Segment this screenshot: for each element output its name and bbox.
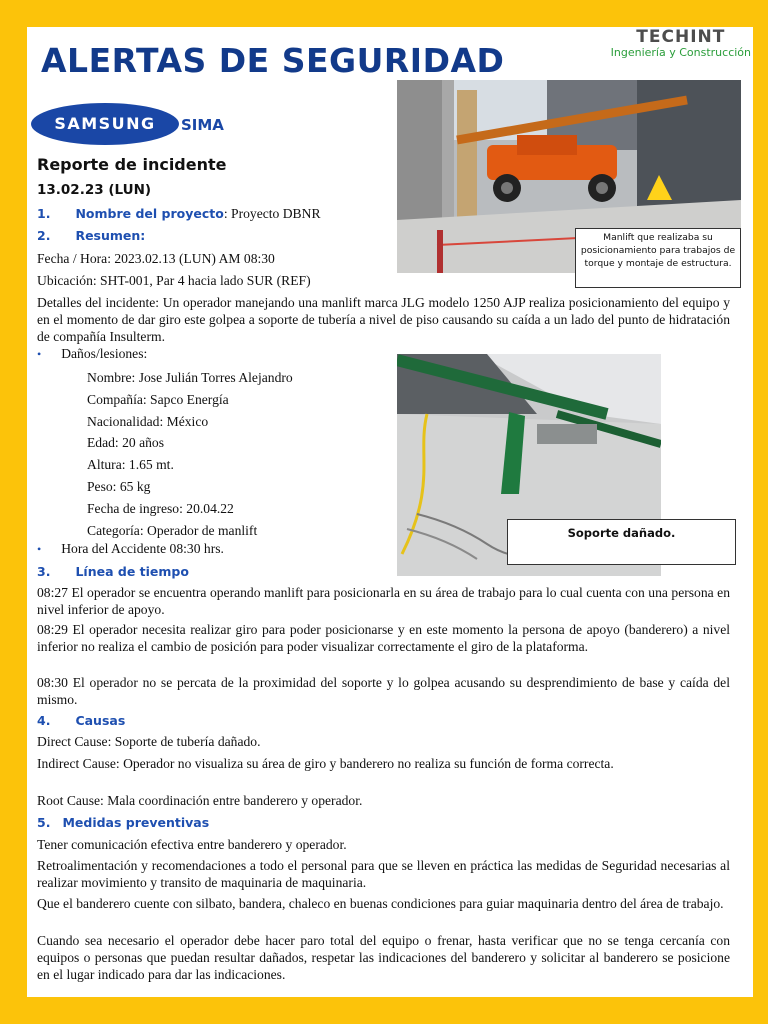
timeline-event: 08:27 El operador se encuentra operando manlift para posicionarla en su área de trabajo para lo cual cuenta con una persona en nivel inferior de apoyo. bbox=[37, 585, 730, 617]
damaged-support-caption: Soporte dañado. bbox=[507, 519, 736, 565]
accident-time: Hora del Accidente 08:30 hrs. bbox=[61, 541, 224, 556]
section-number: 1. bbox=[37, 206, 51, 221]
timeline-label: Línea de tiempo bbox=[75, 564, 189, 579]
incident-datetime: Fecha / Hora: 2023.02.13 (LUN) AM 08:30 bbox=[37, 251, 275, 266]
root-cause: Root Cause: Mala coordinación entre banderero y operador. bbox=[37, 793, 363, 808]
causes-heading bbox=[37, 712, 125, 729]
accident-time-line bbox=[37, 540, 224, 558]
incident-location: Ubicación: SHT-001, Par 4 hacia lado SUR (REF) bbox=[37, 273, 311, 288]
incident-details: Detalles del incidente: Un operador manejando una manlift marca JLG modelo 1250 AJP realiza posicionamiento del equipo y en el momento de dar giro este golpea a soporte de tubería a nivel de piso causando su caída a un lado del punto de hidratación de compañía Insulterm. bbox=[37, 295, 730, 344]
preventive-measure: Que el banderero cuente con silbato, bandera, chaleco en buenas condiciones para guiar maquinaria dentro del área de trabajo. bbox=[37, 896, 724, 911]
injured-detail: Fecha de ingreso: 20.04.22 bbox=[87, 500, 234, 516]
measures-label: Medidas preventivas bbox=[62, 815, 210, 830]
bullet-icon: • bbox=[37, 347, 42, 361]
injured-detail: Edad: 20 años bbox=[87, 435, 165, 451]
summary-line bbox=[37, 227, 145, 244]
causes-label: Causas bbox=[75, 713, 126, 728]
techint-name: TECHINT bbox=[636, 27, 726, 47]
section-number: 4. bbox=[37, 713, 51, 728]
project-line bbox=[37, 205, 321, 222]
preventive-measure: Tener comunicación efectiva entre banderero y operador. bbox=[37, 837, 347, 852]
injured-details-list bbox=[87, 367, 293, 541]
alert-sheet bbox=[27, 27, 753, 997]
injured-detail: Altura: 1.65 mt. bbox=[87, 457, 174, 473]
page-title: ALERTAS DE SEGURIDAD bbox=[41, 41, 505, 80]
section-number: 2. bbox=[37, 228, 51, 243]
injuries-label: Daños/lesiones: bbox=[61, 346, 148, 361]
injured-detail: Nombre: Jose Julián Torres Alejandro bbox=[87, 370, 293, 385]
project-value: : Proyecto DBNR bbox=[223, 206, 321, 221]
timeline-event: 08:30 El operador no se percata de la proximidad del soporte y lo golpea acusando su desprendimiento de base y caída del mismo. bbox=[37, 675, 730, 707]
report-heading: Reporte de incidente bbox=[37, 155, 227, 174]
timeline-heading bbox=[37, 563, 189, 580]
bullet-icon: • bbox=[37, 542, 42, 556]
report-date: 13.02.23 (LUN) bbox=[37, 182, 152, 198]
samsung-logo-text: SAMSUNG bbox=[54, 114, 156, 133]
section-number: 3. bbox=[37, 564, 51, 579]
techint-logo bbox=[611, 27, 751, 59]
manlift-photo-caption: Manlift que realizaba su posicionamiento para trabajos de torque y montaje de estructura. bbox=[575, 228, 741, 288]
preventive-measure: Cuando sea necesario el operador debe hacer paro total del equipo o frenar, hasta verificar que no se tenga cercanía con equipos o personas que puedan resultar dañados, respetar las indicaciones del banderero y solicitar al banderero se posicione en el lugar indicado para dar las indicaciones. bbox=[37, 933, 730, 982]
indirect-cause: Indirect Cause: Operador no visualiza su área de giro y banderero no realiza su función de forma correcta. bbox=[37, 756, 614, 771]
techint-tagline: Ingeniería y Construcción bbox=[610, 46, 751, 59]
injured-detail: Peso: 65 kg bbox=[87, 478, 151, 494]
summary-label: Resumen: bbox=[75, 228, 146, 243]
section-number: 5. bbox=[37, 815, 51, 830]
client-unit: SIMA bbox=[181, 116, 224, 134]
injuries-heading bbox=[37, 345, 147, 363]
injured-detail: Categoría: Operador de manlift bbox=[87, 522, 258, 538]
project-label: Nombre del proyecto bbox=[75, 206, 224, 221]
measures-heading bbox=[37, 814, 209, 831]
injured-detail: Compañía: Sapco Energía bbox=[87, 391, 229, 407]
timeline-event: 08:29 El operador necesita realizar giro para poder posicionarse y en este momento la persona de apoyo (banderero) a nivel inferior no realiza el cambio de posición para poder visualizar correctamente el giro de la plataforma. bbox=[37, 622, 730, 654]
preventive-measure: Retroalimentación y recomendaciones a todo el personal para que se lleven en práctica las medidas de Seguridad necesarias al realizar movimiento y transito de maquinaria de maquinaria. bbox=[37, 858, 730, 890]
injured-detail: Nacionalidad: México bbox=[87, 413, 209, 429]
direct-cause: Direct Cause: Soporte de tubería dañado. bbox=[37, 734, 261, 749]
